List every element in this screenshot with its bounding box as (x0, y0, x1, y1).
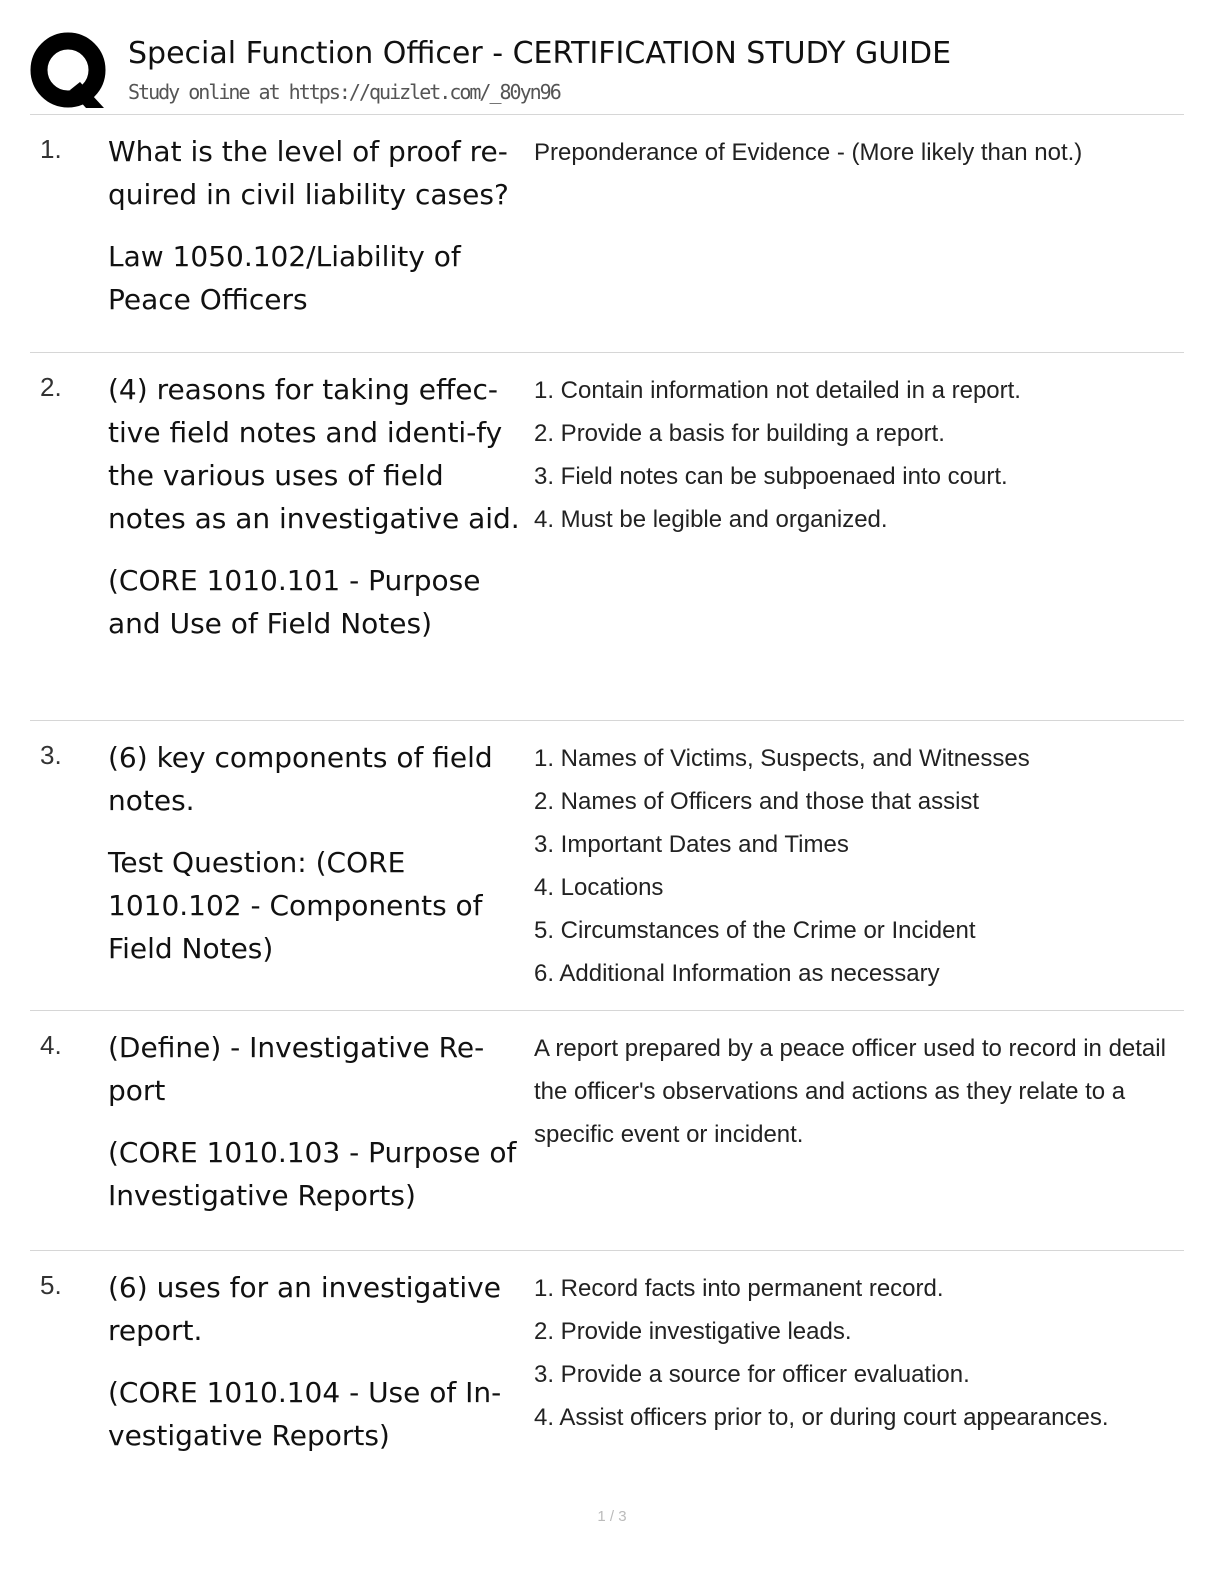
card-term (108, 1026, 528, 1217)
definition-line: A report prepared by a peace officer used to record in detail the officer's observations and actions as they relate to a specific event or incident. (534, 1035, 1166, 1148)
card-definition (534, 369, 1174, 541)
term-reference: (CORE 1010.104 - Use of In-vestigative Reports) (108, 1376, 502, 1452)
page-title: Special Function Officer - CERTIFICATION STUDY GUIDE (128, 36, 952, 71)
study-link[interactable]: Study online at https://quizlet.com/_80yn96 (128, 80, 560, 104)
card-number: 5. (40, 1270, 62, 1300)
definition-line: 5. Circumstances of the Crime or Incident (534, 917, 976, 944)
definition-line: 1. Record facts into permanent record. (534, 1275, 944, 1302)
card-term (108, 130, 528, 321)
card-number: 4. (40, 1030, 62, 1060)
term-question: What is the level of proof re-quired in civil liability cases? (108, 135, 509, 211)
card-number: 3. (40, 740, 62, 770)
term-question: (Define) - Investigative Re-port (108, 1031, 485, 1107)
card-term (108, 736, 528, 970)
page-number: 1 / 3 (597, 1508, 627, 1525)
definition-line: 2. Provide a basis for building a report. (534, 420, 945, 447)
term-question: (6) key components of field notes. (108, 741, 493, 817)
definition-line: 3. Field notes can be subpoenaed into court. (534, 463, 1008, 490)
definition-line: Preponderance of Evidence - (More likely than not.) (534, 139, 1083, 166)
term-reference: Test Question: (CORE 1010.102 - Components of Field Notes) (108, 846, 483, 965)
definition-line: 4. Locations (534, 874, 664, 901)
definition-line: 3. Important Dates and Times (534, 831, 849, 858)
definition-line: 4. Assist officers prior to, or during court appearances. (534, 1404, 1109, 1431)
card-term (108, 1266, 528, 1457)
definition-line: 6. Additional Information as necessary (534, 960, 940, 987)
definition-line: 1. Contain information not detailed in a report. (534, 377, 1021, 404)
definition-line: 2. Provide investigative leads. (534, 1318, 852, 1345)
card-definition (534, 1267, 1174, 1439)
flashcard-2 (30, 354, 1184, 721)
term-question: (6) uses for an investigative report. (108, 1271, 501, 1347)
term-reference: (CORE 1010.103 - Purpose of Investigative Reports) (108, 1136, 517, 1212)
card-definition (534, 737, 1174, 995)
flashcard-4 (30, 1012, 1184, 1251)
term-question: (4) reasons for taking effec-tive field notes and identi-fy the various uses of field notes as an investigative aid. (108, 373, 520, 535)
term-reference: (CORE 1010.101 - Purpose and Use of Field Notes) (108, 564, 481, 640)
flashcard-3 (30, 722, 1184, 1011)
definition-line: 4. Must be legible and organized. (534, 506, 888, 533)
definition-line: 3. Provide a source for officer evaluation. (534, 1361, 970, 1388)
card-number: 1. (40, 134, 62, 164)
card-number: 2. (40, 372, 62, 402)
quizlet-logo-icon (30, 32, 110, 112)
page-header (30, 30, 1184, 115)
flashcard-1 (30, 116, 1184, 353)
definition-line: 1. Names of Victims, Suspects, and Witnesses (534, 745, 1030, 772)
card-term (108, 368, 528, 645)
term-reference: Law 1050.102/Liability of Peace Officers (108, 240, 461, 316)
card-definition (534, 131, 1174, 174)
definition-line: 2. Names of Officers and those that assist (534, 788, 980, 815)
card-definition (534, 1027, 1174, 1156)
flashcard-5 (30, 1252, 1184, 1482)
